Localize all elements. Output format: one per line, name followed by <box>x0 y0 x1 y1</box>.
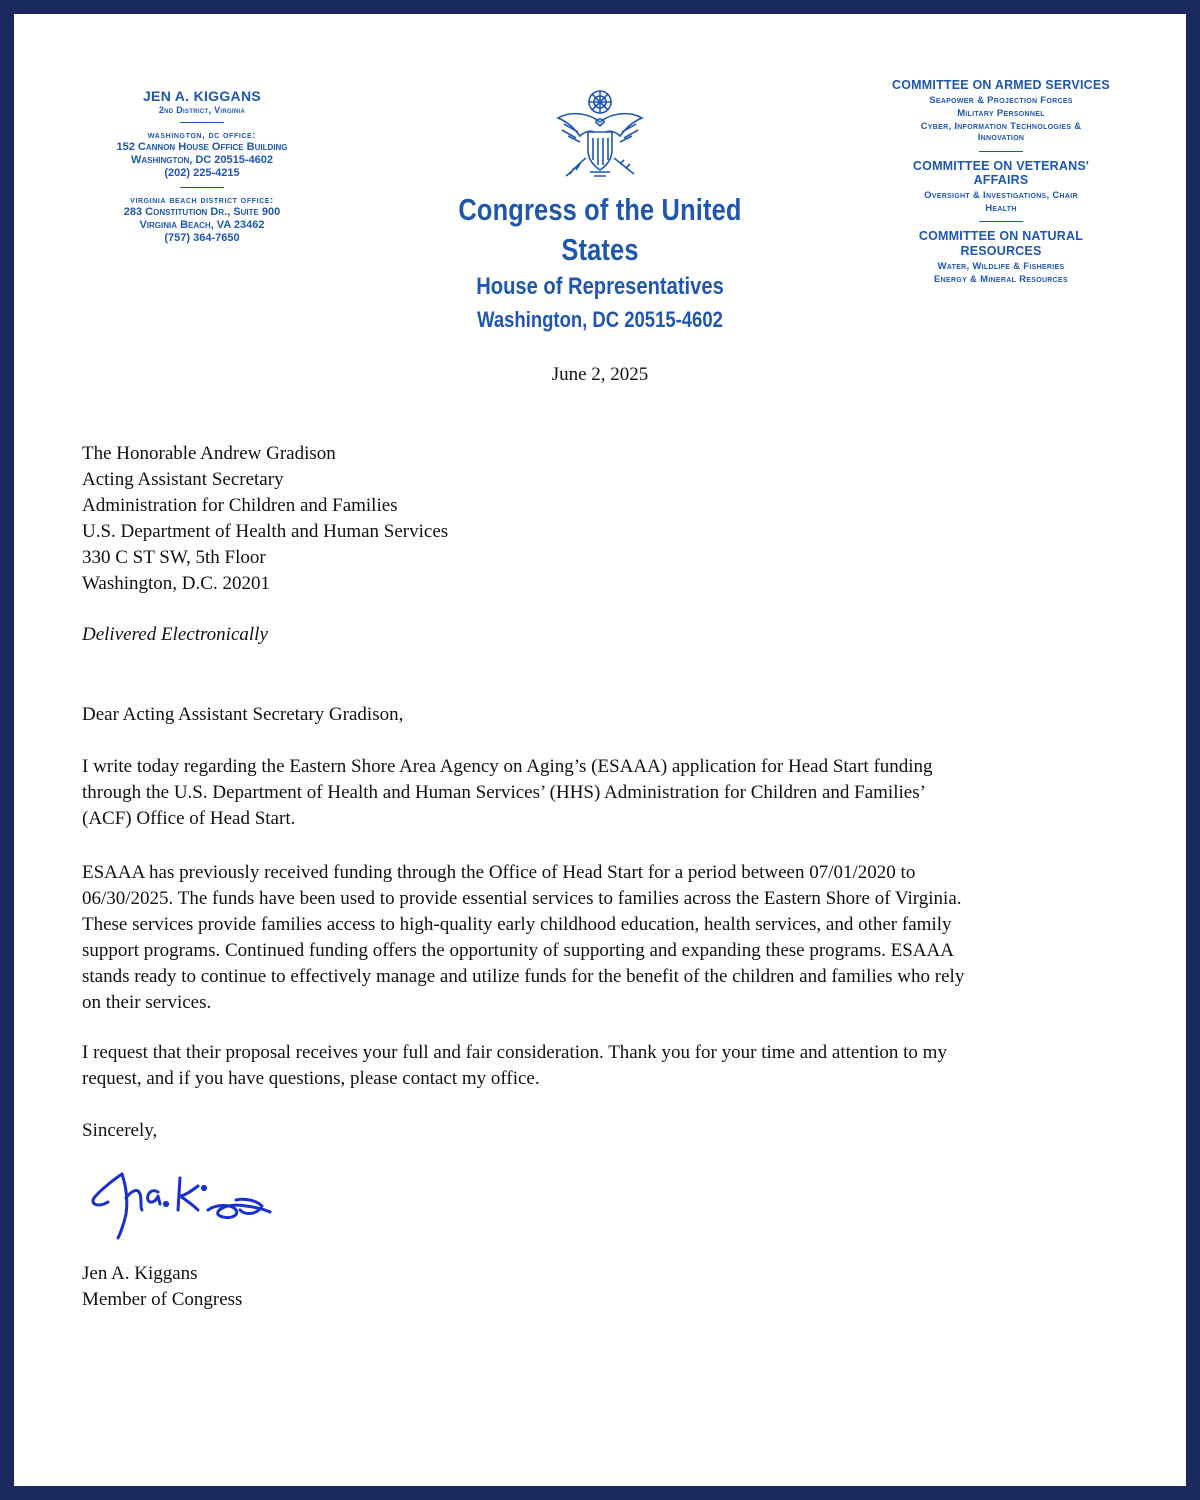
letterhead-subtitle: House of Representatives <box>476 273 724 300</box>
paragraph-line: 06/30/2025. The funds have been used to provide essential services to families across the Eastern Shore of Virginia. <box>82 888 962 909</box>
address-line: The Honorable Andrew Gradison <box>82 443 336 464</box>
subcommittee-name: Oversight & Investigations, Chair <box>924 190 1078 202</box>
address-line: Administration for Children and Families <box>82 495 398 516</box>
subcommittee-name: Seapower & Projection Forces <box>929 94 1073 106</box>
address-line: Acting Assistant Secretary <box>82 469 284 490</box>
dc-office-line: 152 Cannon House Office Building <box>116 141 288 154</box>
paragraph-line: stands ready to continue to effectively manage and utilize funds for the benefit of the children and families who rely <box>82 966 965 987</box>
committee-name: COMMITTEE ON ARMED SERVICES <box>892 78 1110 92</box>
eagle-seal-icon <box>550 88 650 184</box>
signer-name: Jen A. Kiggans <box>82 1263 198 1284</box>
divider <box>979 151 1023 152</box>
paragraph-line: (ACF) Office of Head Start. <box>82 808 296 829</box>
dc-office-heading: washington, dc office: <box>147 130 257 142</box>
committee-name: COMMITTEE ON VETERANS' AFFAIRS <box>912 158 1090 188</box>
dc-office-line: (202) 225-4215 <box>164 167 240 180</box>
letter-page <box>14 14 1186 1486</box>
paragraph-line: request, and if you have questions, please contact my office. <box>82 1068 540 1089</box>
committee-name: COMMITTEE ON NATURAL RESOURCES <box>918 229 1084 259</box>
divider <box>180 187 224 188</box>
dc-office-line: Washington, DC 20515-4602 <box>130 154 274 167</box>
district-office-line: Virginia Beach, VA 23462 <box>139 219 265 232</box>
letterhead-title-block <box>380 88 820 336</box>
subcommittee-name: Military Personnel <box>957 107 1045 119</box>
address-line: Washington, D.C. 20201 <box>82 573 270 594</box>
member-office-info <box>74 88 330 245</box>
committee-list <box>866 78 1136 285</box>
paragraph-line: support programs. Continued funding offers the opportunity of supporting and expanding these programs. ESAAA <box>82 940 954 961</box>
delivery-note: Delivered Electronically <box>82 624 268 645</box>
district-office-line: 283 Constitution Dr., Suite 900 <box>123 206 281 219</box>
letterhead-location: Washington, DC 20515-4602 <box>477 307 723 332</box>
letter-date: June 2, 2025 <box>551 364 649 385</box>
address-line: U.S. Department of Health and Human Services <box>82 521 449 542</box>
signature-image <box>86 1164 286 1244</box>
subcommittee-name: Energy & Mineral Resources <box>934 274 1068 286</box>
paragraph-3 <box>82 1040 1144 1092</box>
address-line: 330 C ST SW, 5th Floor <box>82 547 266 568</box>
subcommittee-name: Water, Wildlife & Fisheries <box>937 260 1065 272</box>
member-district: 2nd District, Virginia <box>158 104 246 115</box>
paragraph-line: I write today regarding the Eastern Shore Area Agency on Aging’s (ESAAA) application for Head Start funding <box>82 756 933 777</box>
letterhead-title: Congress of the United States <box>458 192 742 267</box>
salutation: Dear Acting Assistant Secretary Gradison, <box>82 704 404 725</box>
recipient-address <box>82 441 1144 597</box>
district-office-heading: virginia beach district office: <box>130 195 274 207</box>
closing: Sincerely, <box>82 1120 158 1141</box>
member-name: JEN A. KIGGANS <box>142 88 262 104</box>
divider <box>979 221 1023 222</box>
paragraph-line: through the U.S. Department of Health and Human Services’ (HHS) Administration for Children and Families’ <box>82 782 926 803</box>
paragraph-line: on their services. <box>82 992 212 1013</box>
signer-block <box>82 1261 1144 1313</box>
subcommittee-name: Health <box>985 203 1017 215</box>
divider <box>180 122 224 123</box>
subcommittee-name: Cyber, Information Technologies & Innovation <box>920 121 1082 144</box>
district-office-line: (757) 364-7650 <box>164 232 240 245</box>
paragraph-2 <box>82 860 1144 1016</box>
paragraph-line: I request that their proposal receives your full and fair consideration. Thank you for your time and attention to my <box>82 1042 947 1063</box>
paragraph-line: These services provide families access to high-quality early childhood education, health services, and other family <box>82 914 952 935</box>
signer-title: Member of Congress <box>82 1289 243 1310</box>
paragraph-line: ESAAA has previously received funding through the Office of Head Start for a period between 07/01/2020 to <box>82 862 916 883</box>
paragraph-1 <box>82 754 1144 832</box>
